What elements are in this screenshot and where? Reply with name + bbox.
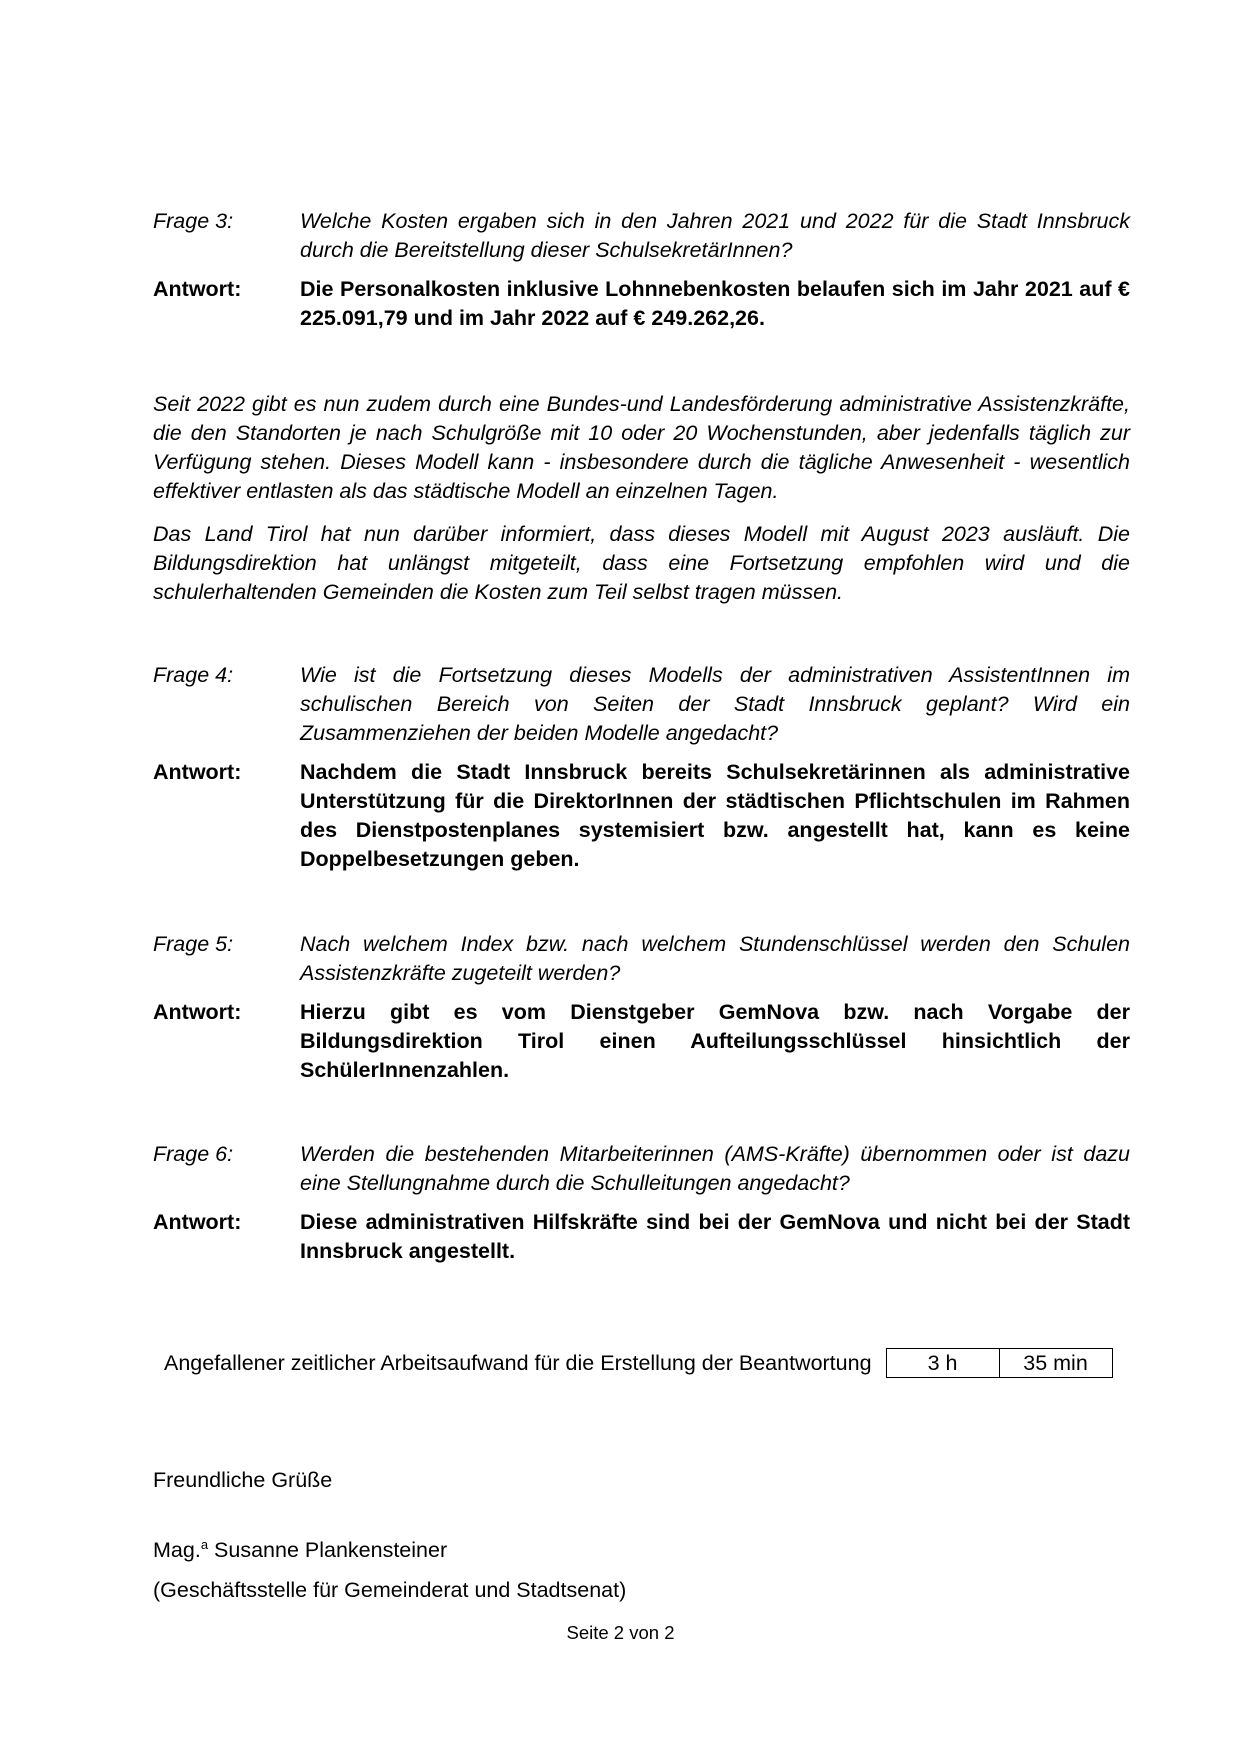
question-text: Welche Kosten ergaben sich in den Jahren 2021 und 2022 für die Stadt Innsbruck durch die Bereitstellung dieser SchulsekretärInnen?: [300, 209, 1130, 262]
title-prefix: Mag.: [153, 1538, 201, 1562]
answer-text: Hierzu gibt es vom Dienstgeber GemNova bzw. nach Vorgabe der Bildungsdirektion Tirol einen Aufteilungsschlüssel hinsichtlich der SchülerInnenzahlen.: [300, 1000, 1130, 1082]
answer-text: Die Personalkosten inklusive Lohnnebenkosten belaufen sich im Jahr 2021 auf € 225.091,79 und im Jahr 2022 auf € 249.262,26.: [300, 277, 1130, 330]
answer-row: [153, 1208, 1130, 1266]
answer-row: [153, 275, 1130, 333]
question-label: Frage 3:: [153, 209, 234, 233]
answer-label: Antwort:: [153, 1000, 242, 1024]
answer-label: Antwort:: [153, 277, 242, 301]
title-superscript: a: [200, 1536, 209, 1552]
signatory-department: (Geschäftsstelle für Gemeinderat und Stadtsenat): [153, 1578, 627, 1602]
effort-table: [886, 1348, 1113, 1378]
question-row: [153, 1140, 1130, 1198]
question-text: Werden die bestehenden Mitarbeiterinnen (AMS-Kräfte) übernommen oder ist dazu eine Stellungnahme durch die Schulleitungen angedacht?: [300, 1142, 1130, 1195]
closing-greeting: Freundliche Grüße: [153, 1468, 333, 1492]
question-label: Frage 4:: [153, 663, 234, 687]
qa-block-4: [153, 661, 1130, 874]
answer-row: [153, 758, 1130, 874]
signatory-name: [153, 1536, 447, 1565]
effort-hours: 3 h: [927, 1351, 958, 1375]
question-label: Frage 6:: [153, 1142, 234, 1166]
answer-label: Antwort:: [153, 1210, 242, 1234]
question-label: Frage 5:: [153, 932, 234, 956]
effort-row: [164, 1348, 1113, 1378]
qa-block-6: [153, 1140, 1130, 1266]
intro-paragraph-2: Das Land Tirol hat nun darüber informiert, dass dieses Modell mit August 2023 ausläuft. Die Bildungsdirektion hat unlängst mitgeteilt, dass eine Fortsetzung empfohlen wird und die schulerhaltenden Gemeinden die Kosten zum Teil selbst tragen müssen.: [153, 522, 1130, 604]
answer-text: Nachdem die Stadt Innsbruck bereits Schulsekretärinnen als administrative Unterstützung für die DirektorInnen der städtischen Pflichtschulen im Rahmen des Dienstpostenplanes systemisiert bzw. angestellt hat, kann es keine Doppelbesetzungen geben.: [300, 760, 1130, 871]
question-text: Wie ist die Fortsetzung dieses Modells der administrativen AssistentInnen im schulischen Bereich von Seiten der Stadt Innsbruck geplant? Wird ein Zusammenziehen der beiden Modelle angedacht?: [300, 663, 1130, 745]
question-row: [153, 207, 1130, 265]
effort-label: Angefallener zeitlicher Arbeitsaufwand für die Erstellung der Beantwortung: [164, 1350, 872, 1375]
question-row: [153, 930, 1130, 988]
answer-label: Antwort:: [153, 760, 242, 784]
effort-minutes: 35 min: [999, 1349, 1112, 1377]
qa-block-5: [153, 930, 1130, 1085]
question-text: Nach welchem Index bzw. nach welchem Stundenschlüssel werden den Schulen Assistenzkräfte zugeteilt werden?: [300, 932, 1130, 985]
name-text: Susanne Plankensteiner: [208, 1538, 448, 1562]
qa-block-3: [153, 207, 1130, 333]
page-number: Seite 2 von 2: [566, 1622, 675, 1643]
answer-row: [153, 998, 1130, 1085]
intro-paragraph-1: Seit 2022 gibt es nun zudem durch eine Bundes-und Landesförderung administrative Assistenzkräfte, die den Standorten je nach Schulgröße mit 10 oder 20 Wochenstunden, aber jedenfalls täglich zur Verfügung stehen. Dieses Modell kann - insbesondere durch die tägliche Anwesenheit - wesentlich effektiver entlasten als das städtische Modell an einzelnen Tagen.: [153, 392, 1130, 503]
question-row: [153, 661, 1130, 748]
answer-text: Diese administrativen Hilfskräfte sind bei der GemNova und nicht bei der Stadt Innsbruck angestellt.: [300, 1210, 1130, 1263]
